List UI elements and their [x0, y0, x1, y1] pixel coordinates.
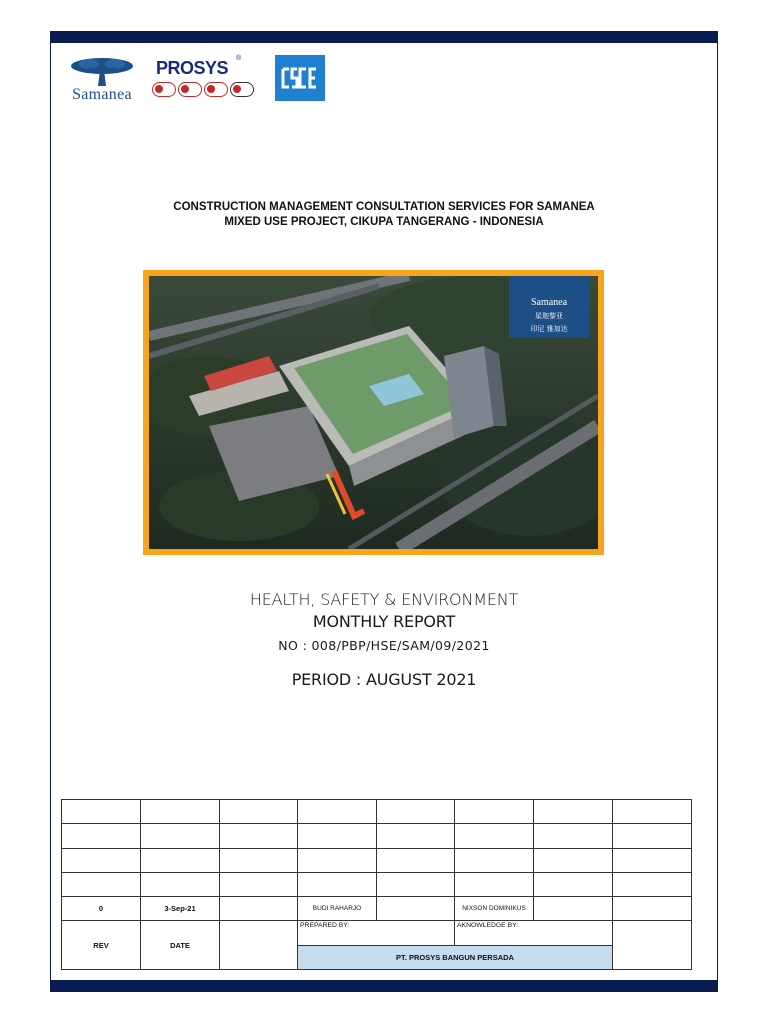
- samanea-wordmark: Samanea: [72, 86, 132, 103]
- table-row: [62, 800, 692, 824]
- project-aerial-photo: [143, 270, 604, 555]
- prosys-wordmark: PROSYS: [156, 58, 229, 78]
- samanea-logo: [62, 56, 142, 102]
- aerial-rendering-image: [149, 276, 598, 549]
- photo-badge-line-1: 星迦黎亚: [535, 312, 563, 320]
- report-period: PERIOD : AUGUST 2021: [291, 670, 477, 689]
- table-row: [62, 872, 692, 896]
- rev-header: REV: [62, 921, 141, 970]
- certification-badge-icon: [178, 82, 202, 97]
- cscec-logo-icon: [275, 55, 325, 101]
- table-row: [62, 848, 692, 872]
- date-value: 3-Sep-21: [141, 897, 220, 921]
- acknowledged-by-label: AKNOWLEDGE BY:: [455, 921, 613, 945]
- certification-badge-icon: [152, 82, 176, 97]
- certification-badge-icon: [204, 82, 228, 97]
- tree-icon: [69, 56, 135, 88]
- revision-signoff-table: [61, 799, 692, 970]
- date-header: DATE: [141, 921, 220, 970]
- prepared-by-name: BUDI RAHARJO: [298, 897, 377, 921]
- report-number: NO : 008/PBP/HSE/SAM/09/2021: [278, 638, 490, 653]
- photo-badge-brand: Samanea: [530, 297, 568, 308]
- prosys-logo: [152, 55, 268, 102]
- report-subtitle: MONTHLY REPORT: [312, 612, 456, 631]
- table-row: [62, 824, 692, 848]
- project-headline: [100, 200, 668, 230]
- headline-line-2: MIXED USE PROJECT, CIKUPA TANGERANG - INDONESIA: [224, 216, 544, 228]
- photo-badge-line-2: 印尼 雅加达: [530, 325, 568, 333]
- report-title: HEALTH, SAFETY & ENVIRONMENT: [249, 590, 519, 609]
- prepared-by-label: PREPARED BY:: [298, 921, 455, 945]
- table-row: [62, 921, 692, 945]
- certification-badge-icon: [230, 82, 254, 97]
- company-name-cell: PT. PROSYS BANGUN PERSADA: [298, 945, 613, 969]
- bottom-border-bar: [50, 980, 718, 992]
- top-border-bar: [50, 31, 718, 43]
- rev-value: 0: [62, 897, 141, 921]
- headline-line-1: CONSTRUCTION MANAGEMENT CONSULTATION SERVICES FOR SAMANEA: [173, 201, 595, 213]
- registered-mark: ®: [236, 55, 242, 62]
- table-row: [62, 897, 692, 921]
- acknowledged-by-name: NIXSON DOMINIKUS: [455, 897, 534, 921]
